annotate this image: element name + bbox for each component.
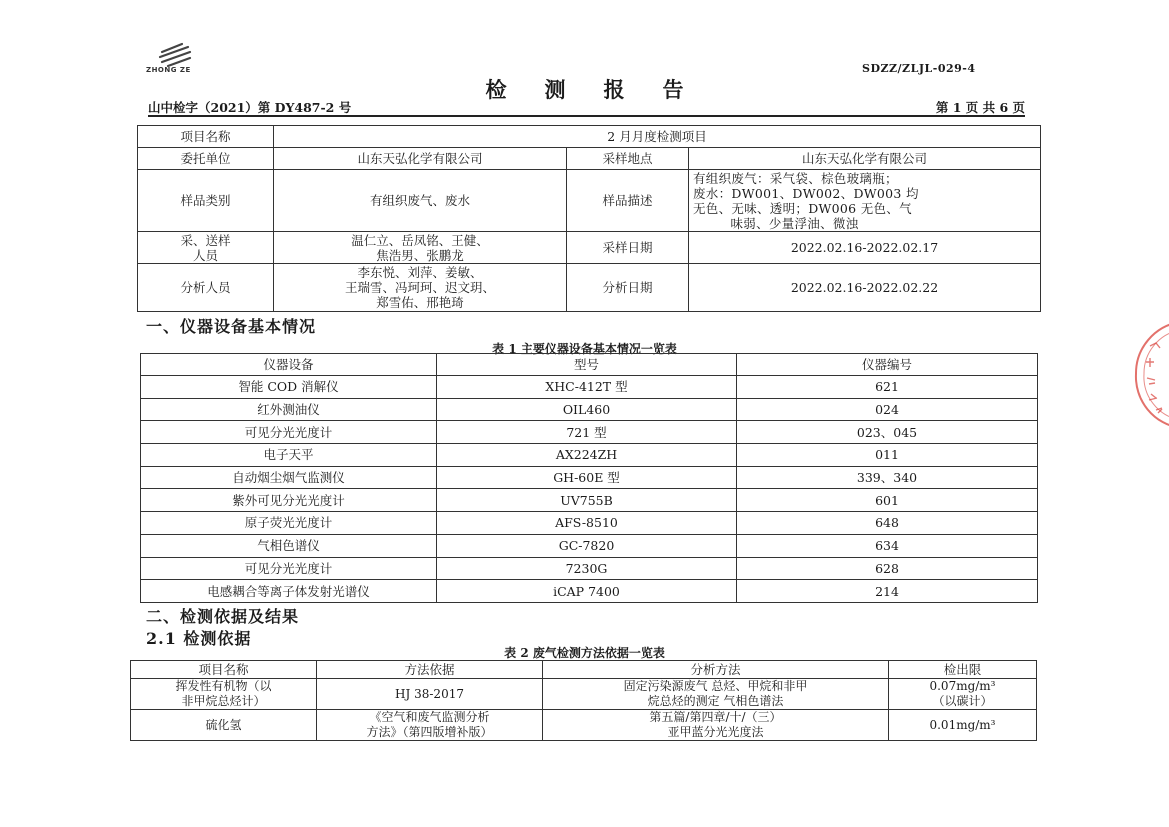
report-title: 检测报告	[485, 77, 722, 102]
equipment-id-cell: 601	[737, 489, 1038, 512]
analysts-line: 郑雪佑、邢艳琦	[376, 295, 464, 310]
sampling-date-value: 2022.02.16-2022.02.17	[689, 232, 1041, 264]
project-name-label: 项目名称	[138, 126, 274, 148]
equipment-name-cell: 紫外可见分光光度计	[141, 489, 437, 512]
equipment-model-cell: AX224ZH	[437, 444, 737, 467]
table-row	[141, 534, 1038, 557]
item-name-cell	[131, 710, 317, 741]
column-header: 分析方法	[543, 661, 889, 679]
detection-limit-line: 0.07mg/m³	[929, 679, 996, 693]
item-name-cell	[131, 679, 317, 710]
equipment-id-cell: 024	[737, 398, 1038, 421]
equipment-name-cell: 可见分光光度计	[141, 421, 437, 444]
table-row	[138, 126, 1041, 148]
equipment-id-cell: 634	[737, 534, 1038, 557]
sample-desc-line: 味弱、少量浮油、微浊	[730, 215, 859, 231]
logo-text: ZHONG ZE	[146, 66, 191, 74]
table-row	[141, 444, 1038, 467]
equipment-name-cell: 红外测油仪	[141, 398, 437, 421]
table-row	[138, 148, 1041, 170]
client-value: 山东天弘化学有限公司	[274, 148, 567, 170]
column-header: 仪器编号	[737, 354, 1038, 376]
section-heading-equipment: 一、仪器设备基本情况	[146, 317, 317, 336]
sample-desc-value	[689, 170, 1041, 232]
sample-desc-label: 样品描述	[567, 170, 689, 232]
table-header-row	[131, 661, 1037, 679]
item-name-line: 挥发性有机物（以	[175, 679, 272, 693]
equipment-model-cell: UV755B	[437, 489, 737, 512]
equipment-name-cell: 可见分光光度计	[141, 557, 437, 580]
equipment-model-cell: OIL460	[437, 398, 737, 421]
table-row	[141, 376, 1038, 399]
equipment-id-cell: 214	[737, 580, 1038, 603]
report-number: 山中检字（2021）第 DY487-2 号	[148, 100, 352, 115]
equipment-model-cell: XHC-412T 型	[437, 376, 737, 399]
analysis-method-line: 亚甲蓝分光光度法	[667, 725, 764, 739]
analysts-line: 王瑞雪、冯珂珂、迟文玥、	[344, 280, 495, 295]
samplers-label-line: 采、送样	[180, 232, 231, 248]
equipment-id-cell: 648	[737, 512, 1038, 535]
section-heading-basis-results: 二、检测依据及结果	[146, 607, 300, 626]
table-row	[131, 710, 1037, 741]
equipment-model-cell: iCAP 7400	[437, 580, 737, 603]
equipment-name-cell: 自动烟尘烟气监测仪	[141, 466, 437, 489]
samplers-label-line: 人员	[192, 247, 218, 263]
detection-limit-line: 0.01mg/m³	[929, 717, 996, 732]
detection-limit-line: （以碳计）	[932, 694, 993, 708]
table-row	[141, 557, 1038, 580]
table-row	[141, 398, 1038, 421]
equipment-model-cell: 721 型	[437, 421, 737, 444]
subsection-heading-basis: 2.1 检测依据	[146, 629, 252, 648]
equipment-model-cell: 7230G	[437, 557, 737, 580]
analysis-method-line: 烷总烃的测定 气相色谱法	[647, 694, 784, 708]
table-row	[138, 232, 1041, 264]
sampling-date-label: 采样日期	[567, 232, 689, 264]
table-row	[141, 489, 1038, 512]
equipment-table	[140, 353, 1038, 603]
item-name-line: 非甲烷总烃计）	[181, 694, 266, 708]
header-divider	[148, 115, 1025, 117]
samplers-value	[274, 232, 567, 264]
analysis-method-cell	[543, 710, 889, 741]
analysis-method-line: 第五篇/第四章/十/（三）	[649, 710, 782, 724]
table-row	[141, 421, 1038, 444]
equipment-model-cell: GH-60E 型	[437, 466, 737, 489]
table-row	[138, 170, 1041, 232]
method-basis-cell	[317, 679, 543, 710]
table-row	[131, 679, 1037, 710]
column-header: 仪器设备	[141, 354, 437, 376]
samplers-line: 温仁立、岳凤铭、王健、	[351, 232, 489, 248]
method-basis-line: 《空气和废气监测分析	[369, 710, 490, 724]
equipment-id-cell: 628	[737, 557, 1038, 580]
equipment-model-cell: AFS-8510	[437, 512, 737, 535]
table-header-row	[141, 354, 1038, 376]
sample-desc-line: 有组织废气：采气袋、棕色玻璃瓶；	[693, 170, 898, 186]
method-basis-line: HJ 38-2017	[395, 686, 464, 701]
analysts-line: 李东悦、刘萍、姜敏、	[357, 265, 483, 280]
sample-desc-line: 无色、无味、透明；DW006 无色、气	[693, 200, 912, 216]
analysis-date-value: 2022.02.16-2022.02.22	[689, 264, 1041, 312]
analysis-method-cell	[543, 679, 889, 710]
item-name-line: 硫化氢	[205, 717, 242, 732]
samplers-label	[138, 232, 274, 264]
equipment-name-cell: 气相色谱仪	[141, 534, 437, 557]
analysis-method-line: 固定污染源废气 总烃、甲烷和非甲	[623, 679, 808, 693]
seal-stamp-icon	[1122, 318, 1169, 432]
sample-desc-line: 废水：DW001、DW002、DW003 均	[693, 185, 919, 201]
column-header: 型号	[437, 354, 737, 376]
sampling-site-value: 山东天弘化学有限公司	[689, 148, 1041, 170]
report-info-table	[137, 125, 1041, 312]
samplers-line: 焦浩男、张鹏龙	[376, 247, 464, 263]
analysts-value	[274, 264, 567, 312]
method-basis-table	[130, 660, 1037, 741]
sampling-site-label: 采样地点	[567, 148, 689, 170]
column-header: 检出限	[889, 661, 1037, 679]
table-row	[141, 580, 1038, 603]
table-row	[141, 512, 1038, 535]
equipment-id-cell: 011	[737, 444, 1038, 467]
equipment-name-cell: 原子荧光光度计	[141, 512, 437, 535]
column-header: 项目名称	[131, 661, 317, 679]
sample-type-label: 样品类别	[138, 170, 274, 232]
column-header: 方法依据	[317, 661, 543, 679]
sample-type-value: 有组织废气、废水	[274, 170, 567, 232]
detection-limit-cell	[889, 679, 1037, 710]
project-name-value: 2 月月度检测项目	[274, 126, 1041, 148]
table-row	[138, 264, 1041, 312]
method-basis-line: 方法》（第四版增补版）	[366, 725, 493, 739]
page-info: 第 1 页 共 6 页	[935, 100, 1025, 115]
equipment-model-cell: GC-7820	[437, 534, 737, 557]
analysts-label: 分析人员	[138, 264, 274, 312]
equipment-id-cell: 023、045	[737, 421, 1038, 444]
document-code: SDZZ/ZLJL-029-4	[862, 62, 976, 75]
table-row	[141, 466, 1038, 489]
equipment-id-cell: 339、340	[737, 466, 1038, 489]
analysis-date-label: 分析日期	[567, 264, 689, 312]
method-basis-cell	[317, 710, 543, 741]
client-label: 委托单位	[138, 148, 274, 170]
table-caption-equipment: 表 1 主要仪器设备基本情况一览表	[492, 342, 677, 356]
detection-limit-cell	[889, 710, 1037, 741]
table-caption-methods: 表 2 废气检测方法依据一览表	[504, 646, 665, 660]
equipment-id-cell: 621	[737, 376, 1038, 399]
equipment-name-cell: 智能 COD 消解仪	[141, 376, 437, 399]
equipment-name-cell: 电感耦合等离子体发射光谱仪	[141, 580, 437, 603]
equipment-name-cell: 电子天平	[141, 444, 437, 467]
